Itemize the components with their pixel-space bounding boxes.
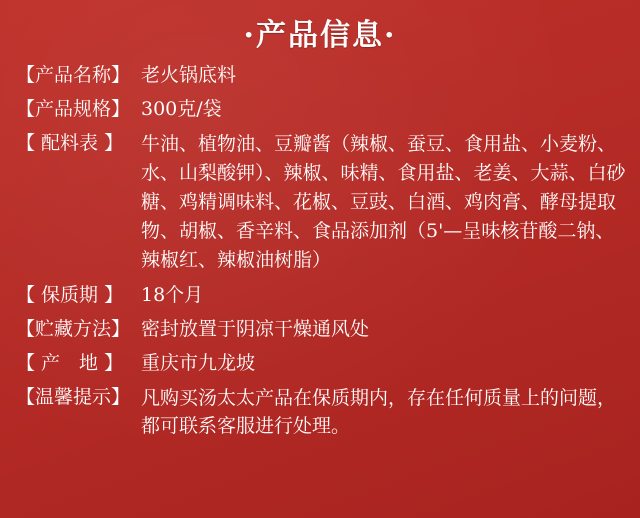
value-tip: 凡购买汤太太产品在保质期内，存在任何质量上的问题，都可联系客服进行处理。 xyxy=(141,387,617,437)
info-row-storage xyxy=(16,316,626,343)
info-row-tip xyxy=(16,384,626,440)
value-shelf-life: 18个月 xyxy=(141,284,204,306)
page-title: ·产品信息· xyxy=(243,18,397,53)
label-shelf-life: 【 保质期 】 xyxy=(16,284,124,306)
info-rows xyxy=(14,62,626,440)
value-specification: 300克/袋 xyxy=(141,98,222,120)
info-row-specification xyxy=(16,96,626,123)
info-row-product-name xyxy=(16,62,626,89)
value-storage: 密封放置于阴凉干燥通风处 xyxy=(141,318,370,340)
label-storage: 【贮藏方法】 xyxy=(16,318,131,340)
info-row-origin xyxy=(16,350,626,377)
value-product-name: 老火锅底料 xyxy=(141,64,237,86)
value-origin: 重庆市九龙坡 xyxy=(141,352,256,374)
label-ingredients: 【 配料表 】 xyxy=(16,132,124,154)
label-tip: 【温馨提示】 xyxy=(16,386,131,408)
info-row-shelf-life xyxy=(16,282,626,309)
label-product-name: 【产品名称】 xyxy=(16,64,131,86)
label-specification: 【产品规格】 xyxy=(16,98,131,120)
info-row-ingredients xyxy=(16,130,626,275)
label-origin: 【 产 地 】 xyxy=(16,352,124,374)
value-ingredients: 牛油、植物油、豆瓣酱（辣椒、蚕豆、食用盐、小麦粉、水、山梨酸钾）、辣椒、味精、食用盐、老姜、大蒜、白砂糖、鸡精调味料、花椒、豆豉、白酒、鸡肉膏、酵母提取物、胡椒、香辛料、食品添加剂（5'—呈味核苷酸二钠、辣椒红、辣椒油树脂） xyxy=(141,133,626,271)
